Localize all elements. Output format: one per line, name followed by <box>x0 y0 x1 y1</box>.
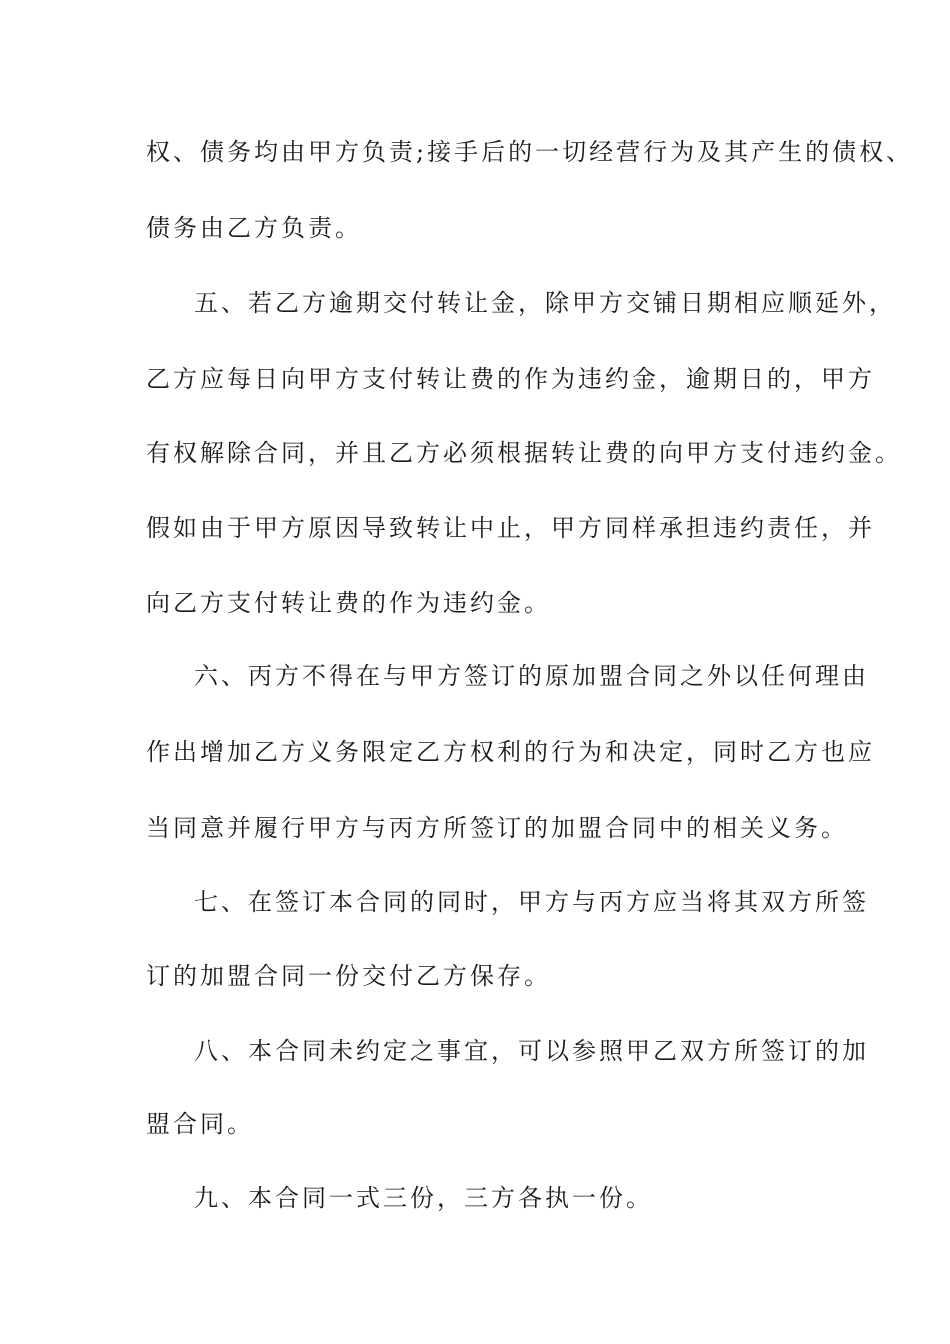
paragraph-line: 订的加盟合同一份交付乙方保存。 <box>146 962 551 990</box>
clause-7-line: 七、在签订本合同的同时，甲方与丙方应当将其双方所签 <box>194 888 869 916</box>
clause-6-line: 六、丙方不得在与甲方签订的原加盟合同之外以任何理由 <box>194 662 869 690</box>
clause-8-line: 八、本合同未约定之事宜，可以参照甲乙双方所签订的加 <box>194 1037 869 1065</box>
paragraph-line: 有权解除合同，并且乙方必须根据转让费的向甲方支付违约金。 <box>146 439 902 467</box>
paragraph-line: 债务由乙方负责。 <box>146 214 362 242</box>
paragraph-line: 假如由于甲方原因导致转让中止，甲方同样承担违约责任，并 <box>146 514 875 542</box>
paragraph-line: 向乙方支付转让费的作为违约金。 <box>146 589 551 617</box>
paragraph-line: 盟合同。 <box>146 1110 254 1138</box>
paragraph-line: 当同意并履行甲方与丙方所签订的加盟合同中的相关义务。 <box>146 814 848 842</box>
clause-9-line: 九、本合同一式三份，三方各执一份。 <box>194 1184 653 1212</box>
clause-5-line: 五、若乙方逾期交付转让金，除甲方交铺日期相应顺延外， <box>194 289 896 317</box>
paragraph-line: 权、债务均由甲方负责;接手后的一切经营行为及其产生的债权、 <box>146 138 914 166</box>
paragraph-line: 乙方应每日向甲方支付转让费的作为违约金，逾期日的，甲方 <box>146 365 875 393</box>
paragraph-line: 作出增加乙方义务限定乙方权利的行为和决定，同时乙方也应 <box>146 738 875 766</box>
